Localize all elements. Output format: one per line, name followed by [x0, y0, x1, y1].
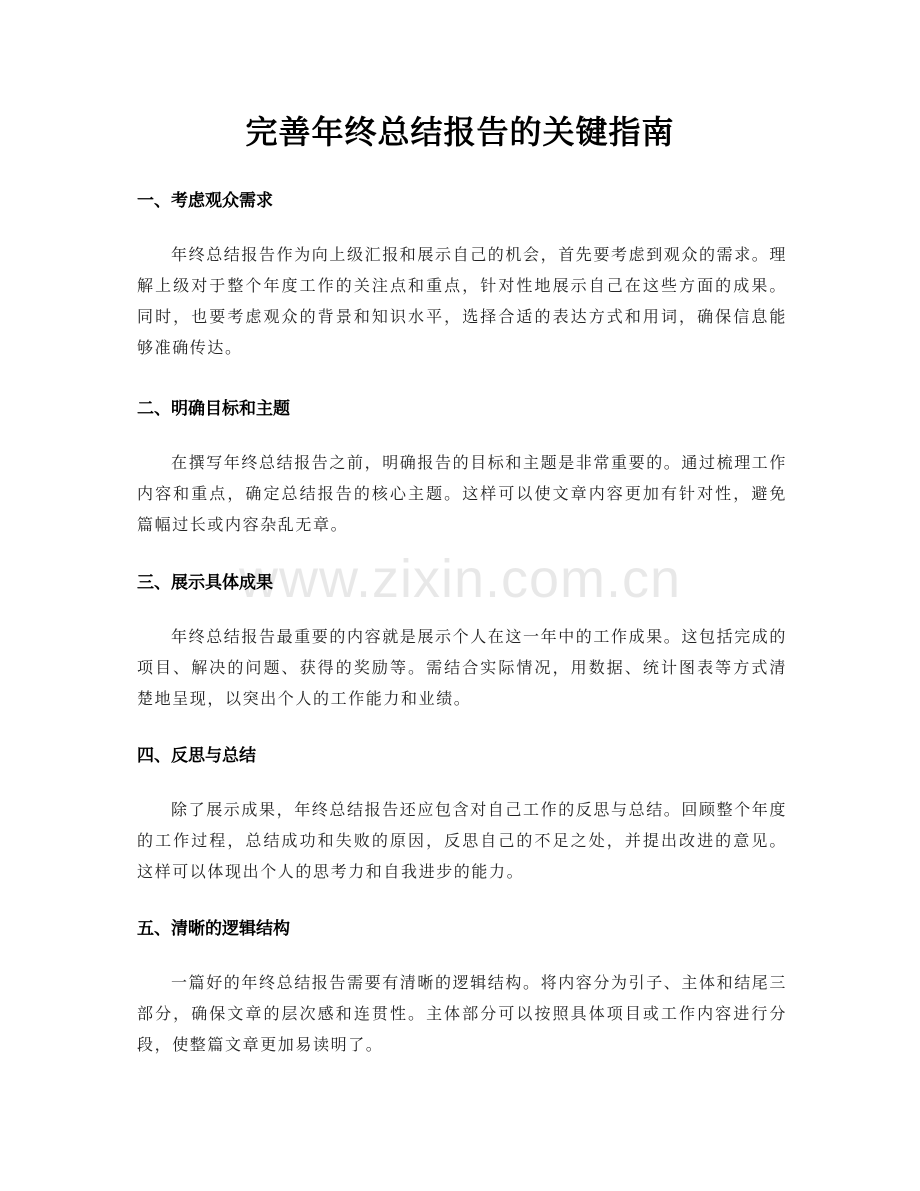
section-paragraph: 年终总结报告最重要的内容就是展示个人在这一年中的工作成果。这包括完成的项目、解决的问题、获得的奖励等。需结合实际情况，用数据、统计图表等方式清楚地呈现，以突出个人的工作能力和业绩。 [137, 627, 788, 708]
section-paragraph: 一篇好的年终总结报告需要有清晰的逻辑结构。将内容分为引子、主体和结尾三部分，确保文章的层次感和连贯性。主体部分可以按照具体项目或工作内容进行分段，使整篇文章更加易读明了。 [137, 973, 788, 1054]
section-4 [137, 743, 787, 887]
section-heading: 三、展示具体成果 [137, 573, 273, 593]
section-5 [137, 916, 787, 1060]
section-heading: 五、清晰的逻辑结构 [137, 919, 290, 939]
watermark: www.zixin.com.cn [238, 549, 682, 609]
section-1 [137, 188, 787, 363]
section-2 [137, 396, 787, 540]
section-paragraph: 年终总结报告作为向上级汇报和展示自己的机会，首先要考虑到观众的需求。理解上级对于整个年度工作的关注点和重点，针对性地展示自己在这些方面的成果。同时，也要考虑观众的背景和知识水平，选择合适的表达方式和用词，确保信息能够准确传达。 [137, 245, 788, 357]
section-heading: 二、明确目标和主题 [137, 399, 290, 419]
document-title: 完善年终总结报告的关键指南 [245, 113, 675, 151]
section-heading: 四、反思与总结 [137, 746, 256, 766]
section-paragraph: 在撰写年终总结报告之前，明确报告的目标和主题是非常重要的。通过梳理工作内容和重点，确定总结报告的核心主题。这样可以使文章内容更加有针对性，避免篇幅过长或内容杂乱无章。 [137, 453, 788, 534]
section-paragraph: 除了展示成果，年终总结报告还应包含对自己工作的反思与总结。回顾整个年度的工作过程，总结成功和失败的原因，反思自己的不足之处，并提出改进的意见。这样可以体现出个人的思考力和自我进步的能力。 [137, 800, 788, 881]
section-3 [137, 570, 787, 714]
section-heading: 一、考虑观众需求 [137, 191, 273, 211]
